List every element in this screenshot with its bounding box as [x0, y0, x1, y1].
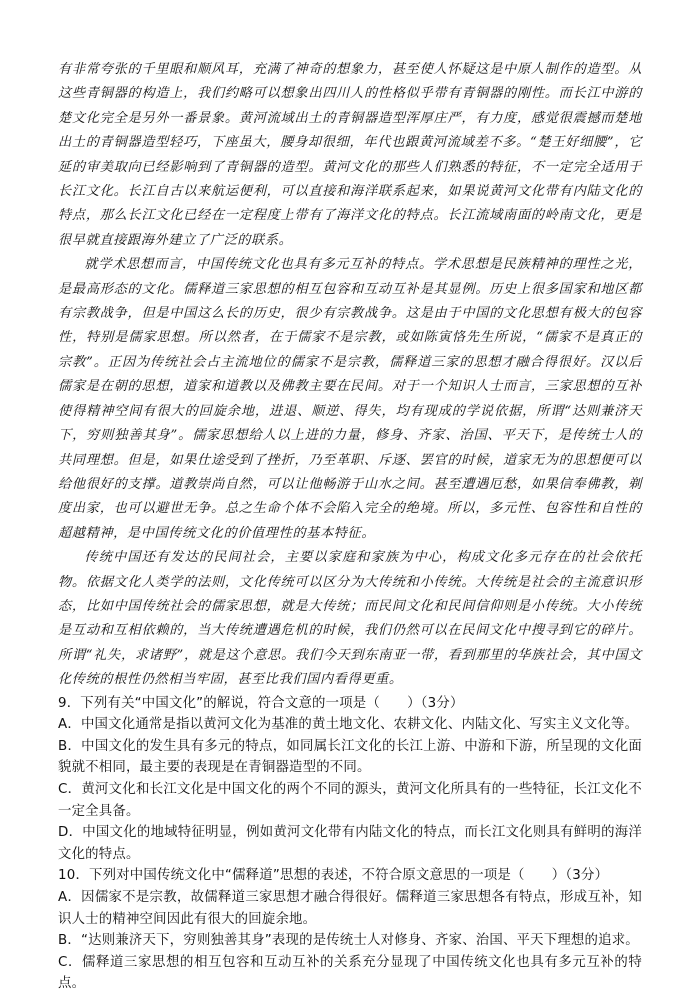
question-9-option-b: B．中国文化的发生具有多元的特点，如同属长江文化的长江上游、中游和下游，所呈现的文化面貌就不相同，最主要的表现是在青铜器造型的不同。: [58, 738, 642, 776]
question-10-option-b: B．“达则兼济天下，穷则独善其身”表现的是传统士人对修身、齐家、治国、平天下理想的追求。: [58, 933, 639, 949]
passage-paragraph-1: 有非常夸张的千里眼和顺风耳，充满了神奇的想象力，甚至使人怀疑这是中原人制作的造型。从这些青铜器的构造上，我们约略可以想象出四川人的性格似乎带有青铜器的刚性。而长江中游的楚文化完全是另外一番景象。黄河流域出土的青铜器造型浑厚庄严，有力度，感觉很震撼而楚地出土的青铜器造型轻巧，下座虽大，腰身却很细，年代也跟黄河流域差不多。“楚王好细腰”，它延的审美取向已经影响到了青铜器的造型。黄河文化的那些人们熟悉的特征，不一定完全适用于长江文化。长江自古以来航运便利，可以直接和海洋联系起来，如果说黄河文化带有内陆文化的特点，那么长江文化已经在一定程度上带有了海洋文化的特点。长江流域南面的岭南文化，更是很早就直接跟海外建立了广泛的联系。: [58, 62, 642, 248]
question-9-option-c: C．黄河文化和长江文化是中国文化的两个不同的源头，黄河文化所具有的一些特征，长江文化不一定全具备。: [58, 781, 642, 819]
question-10-option-c: C．儒释道三家思想的相互包容和互动互补的关系充分显现了中国传统文化也具有多元互补的特点。: [58, 954, 642, 992]
question-9-stem: 9．下列有关“中国文化”的解说，符合文意的一项是（ ）（3分）: [58, 695, 464, 711]
question-9-option-a: A．中国文化通常是指以黄河文化为基准的黄土地文化、农耕文化、内陆文化、写实主义文化等。: [58, 717, 639, 733]
passage-paragraph-2: 就学术思想而言，中国传统文化也具有多元互补的特点。学术思想是民族精神的理性之光，是最高形态的文化。儒释道三家思想的相互包容和互动互补是其显例。历史上很多国家和地区都有宗教战争，但是中国这么长的历史，很少有宗教战争。这是由于中国的文化思想有极大的包容性，特别是儒家思想。所以然者，在于儒家不是宗教，或如陈寅恪先生所说，“儒家不是真正的宗教”。正因为传统社会占主流地位的儒家不是宗教，儒释道三家的思想才融合得很好。汉以后儒家是在朝的思想，道家和道教以及佛教主要在民间。对于一个知识人士而言，三家思想的互补使得精神空间有很大的回旋余地，进退、顺逆、得失，均有现成的学说依据，所谓“达则兼济天下，穷则独善其身”。儒家思想给人以上进的力量，修身、齐家、治国、平天下，是传统士人的共同理想。但是，如果仕途受到了挫折，乃至革职、斥逐、罢官的时候，道家无为的思想便可以给他很好的支撑。道教崇尚自然，可以让他畅游于山水之间。甚至遭遇厄愁，如果信奉佛教，剃度出家，也可以避世无争。总之生命个体不会陷入完全的绝境。所以，多元性、包容性和自性的超越精神，是中国传统文化的价值理性的基本特征。: [58, 257, 642, 541]
question-10-option-a: A．因儒家不是宗教，故儒释道三家思想才融合得很好。儒释道三家思想各有特点，形成互补，知识人士的精神空间因此有很大的回旋余地。: [58, 889, 642, 927]
passage-paragraph-3: 传统中国还有发达的民间社会，主要以家庭和家族为中心，构成文化多元存在的社会依托物。依据文化人类学的法则，文化传统可以区分为大传统和小传统。大传统是社会的主流意识形态，比如中国传统社会的儒家思想，就是大传统；而民间文化和民间信仰则是小传统。大小传统是互动和互相依赖的，当大传统遭遇危机的时候，我们仍然可以在民间文化中搜寻到它的碎片。所谓“礼失，求诸野”，就是这个意思。我们今天到东南亚一带，看到那里的华族社会，其中国文化传统的根性仍然相当牢固，甚至比我们国内看得更重。: [58, 550, 642, 688]
question-9-option-d: D．中国文化的地域特征明显，例如黄河文化带有内陆文化的特点，而长江文化则具有鲜明的海洋文化的特点。: [58, 825, 642, 862]
question-10-stem: 10．下列对中国传统文化中“儒释道”思想的表述，不符合原文意思的一项是（ ）（3分）: [58, 868, 609, 884]
